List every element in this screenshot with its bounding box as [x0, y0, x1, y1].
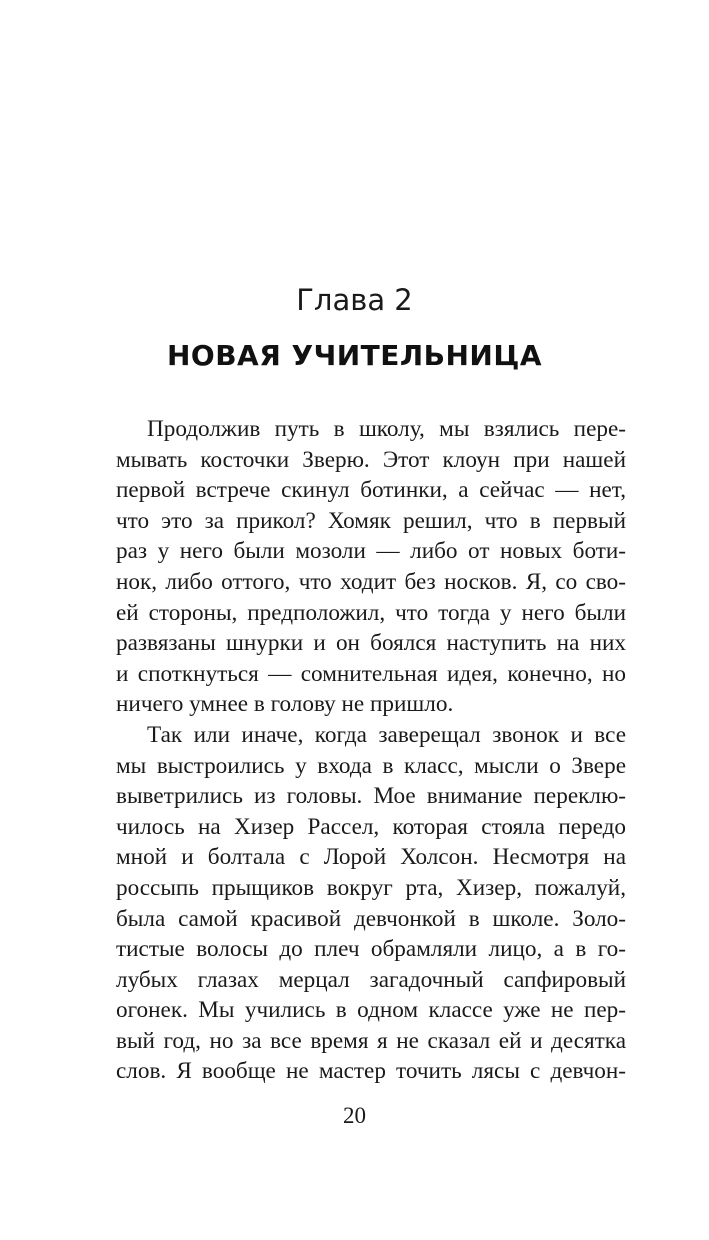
text-line: мывать косточки Зверю. Этот клоун при нашей — [116, 446, 626, 473]
text-line: слов. Я вообще не мастер точить лясы с девчон- — [116, 1058, 626, 1085]
text-line: раз у него были мозоли — либо от новых боти- — [116, 538, 626, 565]
chapter-number: Глава 2 — [296, 283, 413, 317]
text-line: огонек. Мы учились в одном классе уже не пер- — [116, 997, 626, 1024]
text-line: чилось на Хизер Рассел, которая стояла передо — [116, 813, 626, 840]
text-line: ей стороны, предположил, что тогда у него были — [116, 599, 626, 626]
page-number: 20 — [343, 1103, 366, 1128]
text-line: ничего умнее в голову не пришло. — [116, 691, 454, 718]
text-line: россыпь прыщиков вокруг рта, Хизер, пожалуй, — [116, 874, 626, 901]
text-line: мной и болтала с Лорой Холсон. Несмотря на — [116, 844, 626, 871]
paragraph-1 — [116, 414, 626, 720]
text-line: вый год, но за все время я не сказал ей и десятка — [116, 1027, 626, 1054]
text-line: развязаны шнурки и он боялся наступить на них — [116, 630, 626, 657]
text-line: первой встрече скинул ботинки, а сейчас — нет, — [116, 477, 626, 504]
chapter-title: НОВАЯ УЧИТЕЛЬНИЦА — [166, 339, 543, 372]
text-line: тистые волосы до плеч обрамляли лицо, а в го- — [116, 936, 626, 963]
text-line: была самой красивой девчонкой в школе. Золо- — [116, 905, 626, 932]
text-line: Продолжив путь в школу, мы взялись пере- — [147, 416, 626, 442]
text-line: Так или иначе, когда заверещал звонок и все — [147, 721, 626, 748]
text-line: мы выстроились у входа в класс, мысли о Звере — [116, 752, 626, 779]
text-line: и споткнуться — сомнительная идея, конечно, но — [116, 660, 626, 687]
text-line: нок, либо оттого, что ходит без носков. Я, со сво- — [116, 568, 626, 595]
text-line: выветрились из головы. Мое внимание переклю- — [116, 783, 626, 810]
chapter-body — [116, 414, 626, 1087]
text-line: что это за прикол? Хомяк решил, что в первый — [116, 507, 626, 534]
text-line: лубых глазах мерцал загадочный сапфировый — [116, 966, 626, 993]
paragraph-2 — [116, 720, 626, 1087]
